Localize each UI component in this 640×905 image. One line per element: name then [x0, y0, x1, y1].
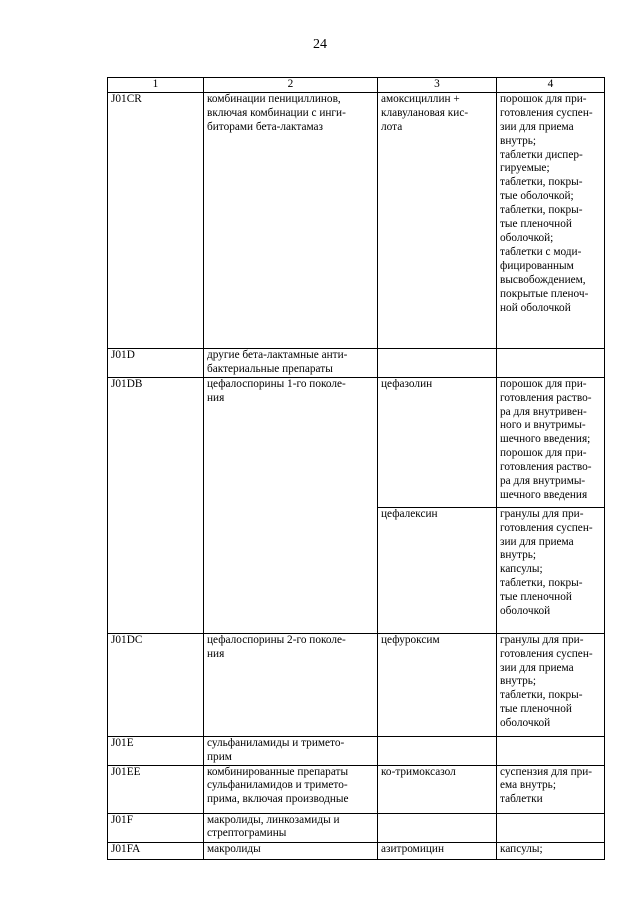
drug-name-cell: ко-тримоксазол	[378, 765, 497, 813]
atc-code-cell: J01DC	[108, 633, 204, 736]
anatomical-therapeutic-group-cell: сульфаниламиды и тримето- прим	[204, 736, 378, 765]
dosage-form-cell	[497, 348, 605, 377]
dosage-form-cell: капсулы;	[497, 842, 605, 859]
dosage-form-cell: порошок для при- готовления суспен- зии для приема внутрь; таблетки диспер- гируемые; таблетки, покры- тые оболочкой; таблетки, покры- тые пленочной оболочкой; таблетки с моди- фицированным высвобождением, покрытые пленоч- ной оболочкой	[497, 92, 605, 348]
dosage-form-cell	[497, 736, 605, 765]
dosage-form-cell: порошок для при- готовления раство- ра для внутривен- ного и внутримы- шечного введения; порошок для при- готовления раство- ра для внутримы- шечного введения	[497, 377, 605, 507]
anatomical-therapeutic-group-cell: макролиды, линкозамиды и стрептограмины	[204, 813, 378, 842]
header-cell: 2	[204, 78, 378, 93]
drug-name-cell	[378, 736, 497, 765]
table-row	[108, 633, 605, 736]
table-row	[108, 736, 605, 765]
drug-name-cell: цефалексин	[378, 507, 497, 633]
header-cell: 3	[378, 78, 497, 93]
table-row	[108, 348, 605, 377]
atc-code-cell: J01E	[108, 736, 204, 765]
table-row	[108, 92, 605, 348]
drug-table	[107, 77, 605, 860]
atc-code-cell: J01DB	[108, 377, 204, 633]
table-header-row	[108, 78, 605, 93]
atc-code-cell: J01EE	[108, 765, 204, 813]
drug-name-cell: амоксициллин + клавулановая кис- лота	[378, 92, 497, 348]
dosage-form-cell	[497, 813, 605, 842]
anatomical-therapeutic-group-cell: макролиды	[204, 842, 378, 859]
dosage-form-cell: суспензия для при- ема внутрь; таблетки	[497, 765, 605, 813]
anatomical-therapeutic-group-cell: цефалоспорины 1-го поколе- ния	[204, 377, 378, 633]
atc-code-cell: J01CR	[108, 92, 204, 348]
table-row	[108, 813, 605, 842]
table-row	[108, 842, 605, 859]
atc-code-cell: J01F	[108, 813, 204, 842]
anatomical-therapeutic-group-cell: комбинации пенициллинов, включая комбинации с инги- биторами бета-лактамаз	[204, 92, 378, 348]
table-row	[108, 765, 605, 813]
atc-code-cell: J01D	[108, 348, 204, 377]
anatomical-therapeutic-group-cell: другие бета-лактамные анти- бактериальные препараты	[204, 348, 378, 377]
atc-code-cell: J01FA	[108, 842, 204, 859]
header-cell: 1	[108, 78, 204, 93]
table-row	[108, 377, 605, 507]
page-number: 24	[313, 37, 327, 52]
dosage-form-cell: гранулы для при- готовления суспен- зии для приема внутрь; капсулы; таблетки, покры- тые пленочной оболочкой	[497, 507, 605, 633]
header-cell: 4	[497, 78, 605, 93]
drug-name-cell	[378, 348, 497, 377]
drug-name-cell: цефуроксим	[378, 633, 497, 736]
dosage-form-cell: гранулы для при- готовления суспен- зии для приема внутрь; таблетки, покры- тые пленочной оболочкой	[497, 633, 605, 736]
drug-name-cell: азитромицин	[378, 842, 497, 859]
drug-name-cell: цефазолин	[378, 377, 497, 507]
anatomical-therapeutic-group-cell: комбинированные препараты сульфаниламидов и тримето- прима, включая производные	[204, 765, 378, 813]
drug-name-cell	[378, 813, 497, 842]
anatomical-therapeutic-group-cell: цефалоспорины 2-го поколе- ния	[204, 633, 378, 736]
